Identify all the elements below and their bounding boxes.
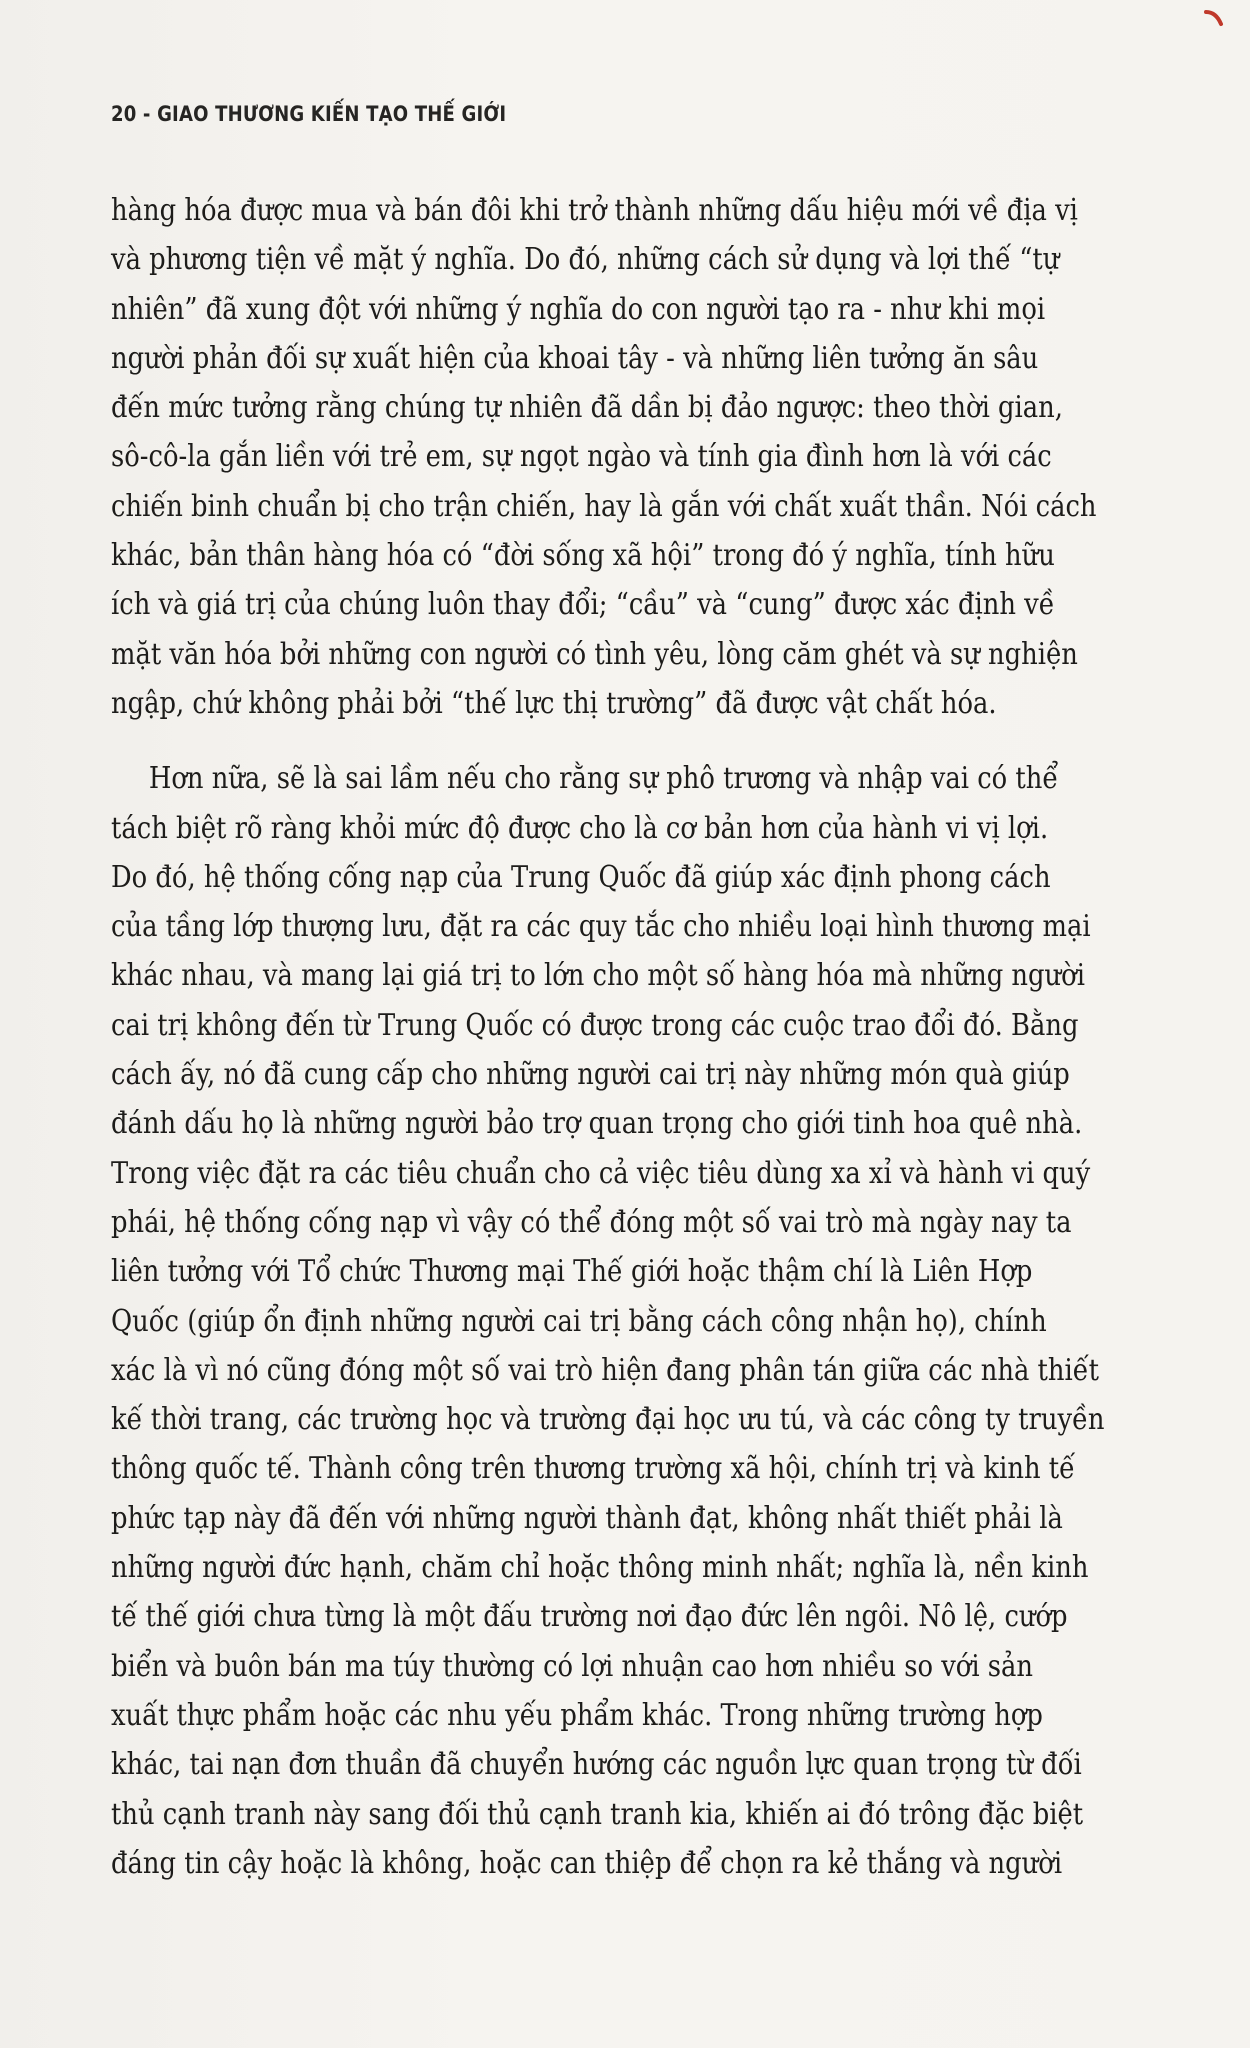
text-line: Hơn nữa, sẽ là sai lầm nếu cho rằng sự phô trương và nhập vai có thể [148, 761, 1059, 797]
red-corner-mark-icon [1204, 8, 1224, 28]
text-line: ích và giá trị của chúng luôn thay đổi; “cầu” và “cung” được xác định về [111, 587, 1055, 623]
text-line: tách biệt rõ ràng khỏi mức độ được cho là cơ bản hơn của hành vi vị lợi. [111, 810, 1049, 846]
text-line: ngập, chứ không phải bởi “thế lực thị trường” đã được vật chất hóa. [111, 685, 997, 721]
text-line: và phương tiện về mặt ý nghĩa. Do đó, những cách sử dụng và lợi thế “tự [111, 242, 1060, 278]
text-line: phức tạp này đã đến với những người thành đạt, không nhất thiết phải là [111, 1500, 1063, 1536]
text-line: thủ cạnh tranh này sang đối thủ cạnh tranh kia, khiến ai đó trông đặc biệt [111, 1796, 1084, 1832]
text-line: những người đức hạnh, chăm chỉ hoặc thông minh nhất; nghĩa là, nền kinh [111, 1550, 1089, 1586]
text-line: liên tưởng với Tổ chức Thương mại Thế giới hoặc thậm chí là Liên Hợp [111, 1254, 1033, 1290]
text-line: tế thế giới chưa từng là một đấu trường nơi đạo đức lên ngôi. Nô lệ, cướp [111, 1599, 1068, 1635]
text-line: đánh dấu họ là những người bảo trợ quan trọng cho giới tinh hoa quê nhà. [111, 1106, 1083, 1142]
text-line: xác là vì nó cũng đóng một số vai trò hiện đang phân tán giữa các nhà thiết [111, 1352, 1100, 1388]
text-line: đáng tin cậy hoặc là không, hoặc can thiệp để chọn ra kẻ thắng và người [111, 1845, 1063, 1881]
text-line: khác, bản thân hàng hóa có “đời sống xã hội” trong đó ý nghĩa, tính hữu [111, 538, 1055, 574]
text-line: xuất thực phẩm hoặc các nhu yếu phẩm khác. Trong những trường hợp [111, 1697, 1043, 1733]
text-line: Trong việc đặt ra các tiêu chuẩn cho cả việc tiêu dùng xa xỉ và hành vi quý [111, 1155, 1091, 1191]
text-line: cách ấy, nó đã cung cấp cho những người cai trị này những món quà giúp [111, 1057, 1070, 1093]
paragraph-1 [111, 186, 1149, 728]
text-line: kế thời trang, các trường học và trường đại học ưu tú, và các công ty truyền [111, 1402, 1105, 1438]
running-header: 20 - GIAO THƯƠNG KIẾN TẠO THẾ GIỚI [111, 102, 507, 126]
text-line: phái, hệ thống cống nạp vì vậy có thể đóng một số vai trò mà ngày nay ta [111, 1204, 1072, 1240]
text-line: cai trị không đến từ Trung Quốc có được trong các cuộc trao đổi đó. Bằng [111, 1007, 1079, 1043]
paragraph-2 [111, 754, 1149, 1888]
text-line: thông quốc tế. Thành công trên thương trường xã hội, chính trị và kinh tế [111, 1451, 1076, 1487]
text-line: khác nhau, và mang lại giá trị to lớn cho một số hàng hóa mà những người [111, 958, 1085, 994]
text-line: của tầng lớp thượng lưu, đặt ra các quy tắc cho nhiều loại hình thương mại [111, 909, 1091, 945]
text-line: biển và buôn bán ma túy thường có lợi nhuận cao hơn nhiều so với sản [111, 1648, 1034, 1684]
text-line: hàng hóa được mua và bán đôi khi trở thành những dấu hiệu mới về địa vị [111, 193, 1078, 228]
text-line: Quốc (giúp ổn định những người cai trị bằng cách công nhận họ), chính [111, 1303, 1047, 1339]
text-line: chiến binh chuẩn bị cho trận chiến, hay là gắn với chất xuất thần. Nói cách [111, 488, 1097, 524]
body-text [111, 186, 1149, 1888]
text-line: Do đó, hệ thống cống nạp của Trung Quốc đã giúp xác định phong cách [111, 859, 1051, 895]
text-line: đến mức tưởng rằng chúng tự nhiên đã dần bị đảo ngược: theo thời gian, [111, 390, 1063, 426]
text-line: sô-cô-la gắn liền với trẻ em, sự ngọt ngào và tính gia đình hơn là với các [111, 439, 1052, 475]
text-line: mặt văn hóa bởi những con người có tình yêu, lòng căm ghét và sự nghiện [111, 636, 1078, 672]
text-line: người phản đối sự xuất hiện của khoai tây - và những liên tưởng ăn sâu [111, 340, 1039, 376]
text-line: khác, tai nạn đơn thuần đã chuyển hướng các nguồn lực quan trọng từ đối [111, 1747, 1082, 1783]
text-line: nhiên” đã xung đột với những ý nghĩa do con người tạo ra - như khi mọi [111, 291, 1046, 327]
